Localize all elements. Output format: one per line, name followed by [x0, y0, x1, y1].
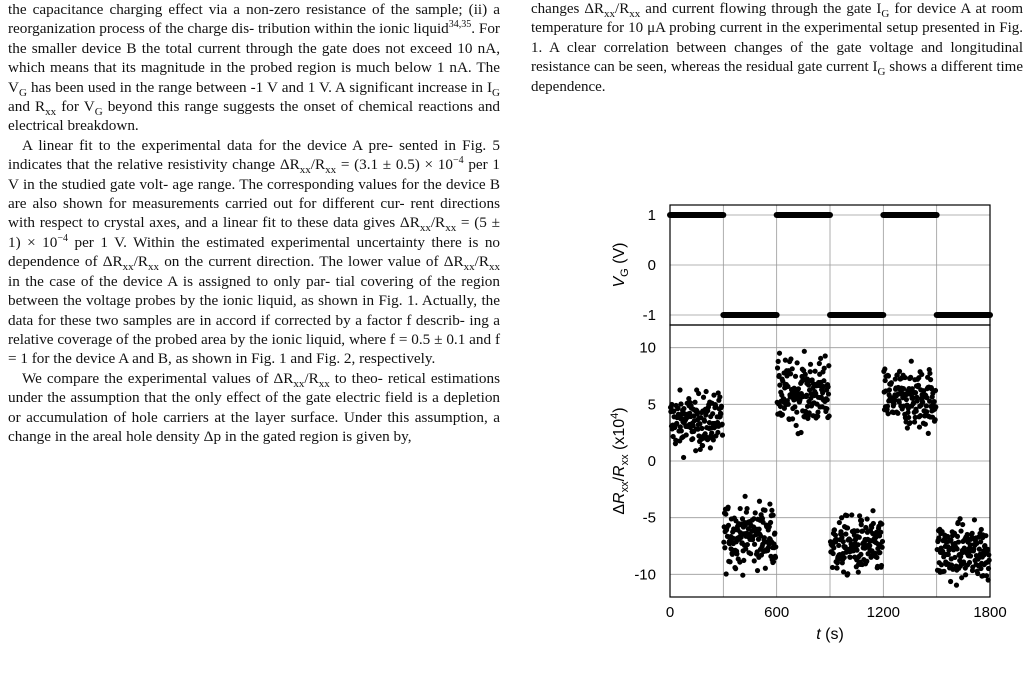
- scatter-point: [926, 431, 931, 436]
- scatter-point: [741, 558, 746, 563]
- scatter-point: [790, 366, 795, 371]
- scatter-point: [895, 411, 900, 416]
- scatter-point: [744, 506, 749, 511]
- scatter-point: [763, 566, 768, 571]
- scatter-point: [771, 513, 776, 518]
- scatter-point: [817, 361, 822, 366]
- paragraph-2: A linear fit to the experimental data for the device A pre- sented in Fig. 5 indicates that the relative resistivity change $\Delta R_{xx}/R_{xx} = (3.1 \pm 0.5) \times 10^{-4}$ per 1 V in the studied gate volt- age range. The corresponding values for the device B are also shown for measurements carried out for different cur- rent directions with respect to crystal axes, and a linear fit to these data gives $\Delta R_{xx}/R_{xx} = (5 \pm 1) \times 10^{-4}$ per 1 V. Within the estimated experimental uncertainty there is no dependence of $\Delta R_{xx}/R_{xx}$ on the current direction. The lower value of $\Delta R_{xx}/R_{xx}$ in the case of the device A is assigned to only par- tial covering of the region between the voltage probes by the ionic liquid, as shown in Fig. 1. Actually, the data for these two samples are in accord if corrected by a factor f describ- ing a relative coverage of the probed area by the ionic liquid, where f = 0.5 ± 0.1 and f = 1 for the device A and B, as shown in Fig. 1 and Fig. 2, respectively.: [8, 136, 501, 368]
- scatter-point: [743, 494, 748, 499]
- scatter-point: [880, 545, 885, 550]
- scatter-point: [794, 423, 799, 428]
- scatter-point: [857, 513, 862, 518]
- scatter-point: [879, 563, 884, 568]
- scatter-point: [798, 430, 803, 435]
- y-tick-label: 1: [647, 207, 656, 224]
- scatter-point: [967, 560, 972, 565]
- scatter-point: [843, 531, 848, 536]
- y-tick-label: -5: [642, 509, 656, 527]
- citation: 34,35: [448, 19, 472, 31]
- scatter-point: [723, 512, 728, 517]
- scatter-point: [932, 399, 937, 404]
- scatter-point: [885, 404, 890, 409]
- scatter-point: [883, 378, 888, 383]
- scatter-point: [690, 436, 695, 441]
- scatter-point: [738, 506, 743, 511]
- paragraph-3: We compare the experimental values of $\Delta R_{xx}/R_{xx}$ to theo- retical estimations under the assumption that the only effect of the gate electric field is a depletion or accumulation of hole carriers at the layer surface. Under this assumption, a change in the areal hole density Δp in the gated region is given by,: [8, 369, 501, 445]
- scatter-point: [823, 353, 828, 358]
- scatter-point: [968, 553, 973, 558]
- scatter-point: [825, 397, 830, 402]
- scatter-point: [879, 521, 884, 526]
- left-column-text: [8, 0, 500, 446]
- scatter-point: [721, 540, 726, 545]
- scatter-point: [773, 544, 778, 549]
- scatter-point: [832, 527, 837, 532]
- scatter-point: [941, 569, 946, 574]
- y-tick-label: 5: [647, 396, 656, 414]
- y-tick-label: 0: [647, 453, 656, 470]
- scatter-point: [715, 430, 720, 435]
- scatter-point: [983, 533, 988, 538]
- scatter-point: [955, 546, 960, 551]
- scatter-point: [957, 516, 962, 521]
- scatter-point: [717, 394, 722, 399]
- scatter-point: [906, 415, 911, 420]
- scatter-point: [818, 356, 823, 361]
- scatter-point: [928, 377, 933, 382]
- scatter-point: [775, 365, 780, 370]
- scatter-point: [913, 390, 918, 395]
- scatter-point: [701, 395, 706, 400]
- scatter-point: [880, 539, 885, 544]
- scatter-point: [726, 505, 731, 510]
- scatter-point: [776, 359, 781, 364]
- scatter-point: [903, 375, 908, 380]
- scatter-point: [812, 369, 817, 374]
- scatter-point: [768, 520, 773, 525]
- scatter-point: [919, 372, 924, 377]
- scatter-point: [845, 525, 850, 530]
- scatter-point: [897, 369, 902, 374]
- scatter-point: [904, 397, 909, 402]
- scatter-point: [821, 378, 826, 383]
- scatter-point: [841, 539, 846, 544]
- scatter-point: [718, 411, 723, 416]
- scatter-point: [709, 430, 714, 435]
- scatter-point: [858, 552, 863, 557]
- scatter-point: [748, 551, 753, 556]
- scatter-point: [844, 513, 849, 518]
- scatter-point: [681, 406, 686, 411]
- scatter-point: [889, 380, 894, 385]
- scatter-point: [720, 433, 725, 438]
- scatter-point: [677, 387, 682, 392]
- scatter-point: [767, 501, 772, 506]
- scatter-point: [963, 572, 968, 577]
- scatter-point: [834, 565, 839, 570]
- scatter-point: [917, 424, 922, 429]
- y-tick-label: -10: [634, 566, 656, 584]
- scatter-point: [796, 386, 801, 391]
- scatter-point: [793, 374, 798, 379]
- scatter-point: [752, 542, 757, 547]
- scatter-point: [923, 422, 928, 427]
- scatter-point: [692, 400, 697, 405]
- x-tick-label: 1200: [866, 604, 901, 621]
- scatter-point: [946, 552, 951, 557]
- scatter-point: [824, 406, 829, 411]
- scatter-point: [956, 539, 961, 544]
- x-tick-label: 600: [764, 604, 790, 621]
- scatter-point: [867, 543, 872, 548]
- scatter-point: [878, 530, 883, 535]
- scatter-point: [842, 555, 847, 560]
- scatter-point: [924, 403, 929, 408]
- scatter-point: [734, 551, 739, 556]
- scatter-point: [854, 548, 859, 553]
- scatter-point: [909, 359, 914, 364]
- scatter-point: [757, 499, 762, 504]
- scatter-point: [985, 547, 990, 552]
- scatter-point: [757, 527, 762, 532]
- scatter-point: [948, 579, 953, 584]
- scatter-point: [845, 571, 850, 576]
- scatter-point: [727, 559, 732, 564]
- scatter-point: [710, 411, 715, 416]
- scatter-point: [790, 416, 795, 421]
- scatter-point: [827, 413, 832, 418]
- scatter-point: [987, 558, 992, 563]
- x-axis-label: t (s): [816, 626, 844, 643]
- scatter-point: [693, 448, 698, 453]
- scatter-point: [722, 545, 727, 550]
- scatter-point: [803, 372, 808, 377]
- scatter-point: [865, 516, 870, 521]
- scatter-point: [986, 552, 991, 557]
- scatter-point: [955, 534, 960, 539]
- scatter-point: [831, 551, 836, 556]
- scatter-point: [802, 349, 807, 354]
- scatter-point: [815, 409, 820, 414]
- y-tick-label: -1: [642, 307, 656, 324]
- scatter-point: [697, 421, 702, 426]
- scatter-point: [679, 428, 684, 433]
- scatter-point: [794, 410, 799, 415]
- scatter-point: [859, 518, 864, 523]
- scatter-point: [755, 568, 760, 573]
- scatter-point: [933, 417, 938, 422]
- scatter-point: [912, 419, 917, 424]
- scatter-point: [954, 583, 959, 588]
- scatter-point: [924, 409, 929, 414]
- scatter-point: [804, 393, 809, 398]
- scatter-point: [733, 566, 738, 571]
- y-tick-label: 0: [647, 257, 656, 274]
- scatter-point: [752, 558, 757, 563]
- scatter-point: [792, 404, 797, 409]
- scatter-point: [856, 570, 861, 575]
- scatter-point: [849, 512, 854, 517]
- scatter-point: [939, 562, 944, 567]
- scatter-point: [874, 555, 879, 560]
- scatter-point: [777, 351, 782, 356]
- scatter-point: [720, 422, 725, 427]
- scatter-point: [773, 555, 778, 560]
- scatter-point: [708, 445, 713, 450]
- scatter-point: [958, 528, 963, 533]
- scatter-point: [700, 443, 705, 448]
- scatter-point: [826, 391, 831, 396]
- scatter-point: [678, 401, 683, 406]
- scatter-point: [887, 387, 892, 392]
- paragraph-1: the capacitance charging effect via a non-zero resistance of the sample; (ii) a reorganization process of the charge dis- tribution within the ionic liquid$^{34,35}$. For the smaller device B the total current through the gate does not exceed 10 nA, which means that its magnitude in the probed region is much below 1 nA. The $V_G$ has been used in the range between -1 V and 1 V. A significant increase in $I_G$ and $R_{xx}$ for $V_G$ beyond this range suggests the onset of chemical reactions and electrical breakdown.: [8, 1, 501, 135]
- scatter-point: [831, 545, 836, 550]
- scatter-point: [769, 508, 774, 513]
- scatter-point: [857, 535, 862, 540]
- scatter-point: [702, 419, 707, 424]
- scatter-point: [740, 573, 745, 578]
- scatter-point: [780, 412, 785, 417]
- scatter-point: [699, 426, 704, 431]
- scatter-point: [726, 523, 731, 528]
- scatter-point: [772, 531, 777, 536]
- scatter-point: [836, 543, 841, 548]
- scatter-point: [855, 542, 860, 547]
- scatter-point: [855, 528, 860, 533]
- scatter-point: [719, 404, 724, 409]
- scatter-point: [927, 371, 932, 376]
- scatter-point: [970, 531, 975, 536]
- scatter-point: [960, 522, 965, 527]
- y-tick-label: 10: [639, 339, 656, 357]
- scatter-point: [795, 360, 800, 365]
- scatter-point: [877, 550, 882, 555]
- x-tick-label: 1800: [973, 604, 1007, 621]
- y-axis-label-bottom: $\Delta R_{xx}/R_{xx}$ $(x10^4)$: [609, 407, 631, 515]
- scatter-point: [681, 455, 686, 460]
- scatter-point: [684, 432, 689, 437]
- scatter-point: [972, 517, 977, 522]
- scatter-point: [822, 366, 827, 371]
- y-axis-label-top: $V_G$ (V): [611, 242, 631, 288]
- scatter-point: [886, 373, 891, 378]
- scatter-point: [882, 366, 887, 371]
- scatter-point: [788, 356, 793, 361]
- scatter-point: [786, 402, 791, 407]
- scatter-point: [848, 555, 853, 560]
- scatter-point: [933, 388, 938, 393]
- scatter-point: [745, 542, 750, 547]
- figure-caption: changes $\Delta R_{xx}/R_{xx}$ and current flowing through the gate $I_G$ for device A at room temperature for 10 μA probing current in the experimental setup presented in Fig. 1. A clear correlation between changes of the gate voltage and longitudinal resistance can be seen, whereas the residual gate current $I_G$ shows a different time dependence.: [531, 1, 1024, 95]
- scatter-point: [864, 559, 869, 564]
- scatter-point: [979, 527, 984, 532]
- scatter-point: [808, 369, 813, 374]
- scatter-point: [837, 520, 842, 525]
- scatter-point: [871, 521, 876, 526]
- scatter-point: [870, 508, 875, 513]
- figure-plot: [609, 200, 1030, 680]
- scatter-point: [826, 384, 831, 389]
- scatter-point: [696, 391, 701, 396]
- scatter-point: [914, 409, 919, 414]
- scatter-point: [905, 425, 910, 430]
- scatter-point: [933, 404, 938, 409]
- scatter-point: [762, 508, 767, 513]
- scatter-point: [808, 362, 813, 367]
- scatter-point: [788, 371, 793, 376]
- scatter-point: [724, 571, 729, 576]
- scatter-point: [826, 363, 831, 368]
- scatter-point: [907, 420, 912, 425]
- scatter-point: [753, 510, 758, 515]
- scatter-point: [704, 389, 709, 394]
- x-tick-label: 0: [665, 604, 675, 621]
